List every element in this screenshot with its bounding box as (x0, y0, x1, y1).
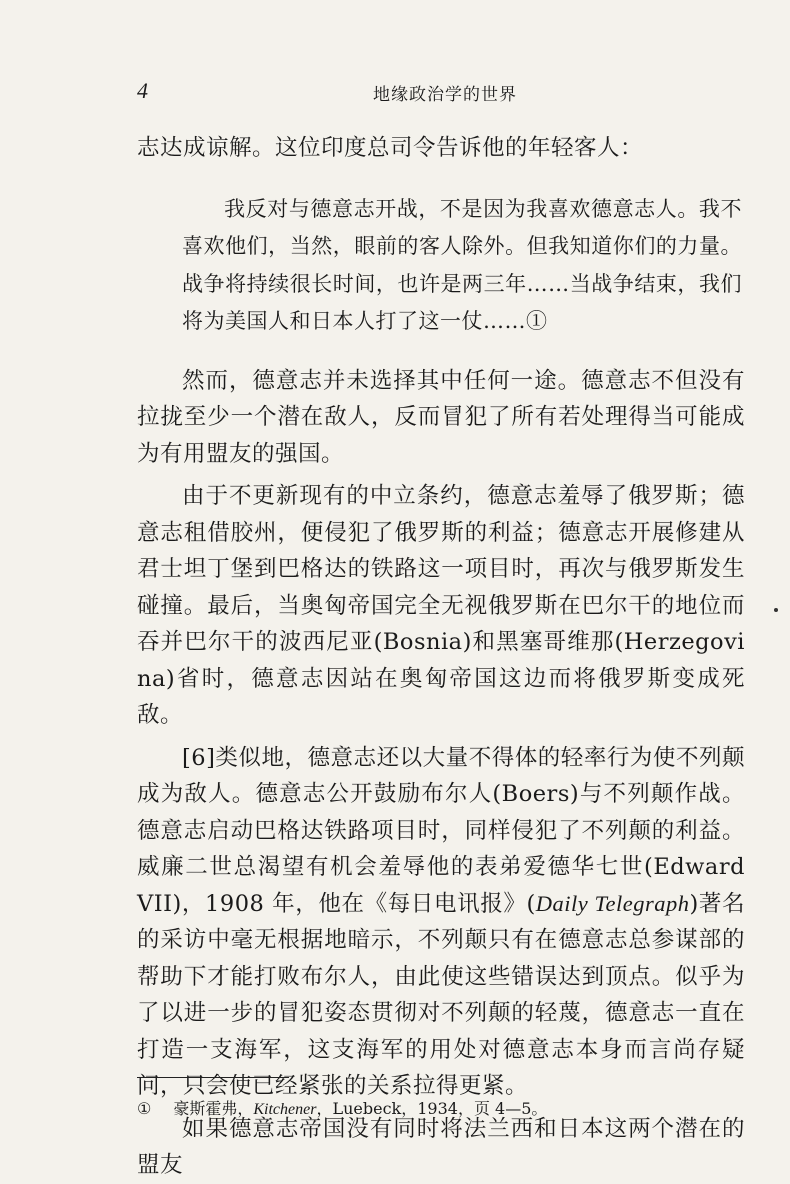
footnote-divider (137, 1077, 289, 1078)
paragraph-3: 由于不更新现有的中立条约，德意志羞辱了俄罗斯；德意志租借胶州，便侵犯了俄罗斯的利益；德意志开展修建从君士坦丁堡到巴格达的铁路这一项目时，再次与俄罗斯发生碰撞。最后，当奥匈帝国完全无视俄罗斯在巴尔干的地位而吞并巴尔干的波西尼亚(Bosnia)和黑塞哥维那(Herzegovina)省时，德意志因站在奥匈帝国这边而将俄罗斯变成死敌。 (137, 483, 745, 728)
block-quote-text: 我反对与德意志开战，不是因为我喜欢德意志人。我不喜欢他们，当然，眼前的客人除外。但我知道你们的力量。战争将持续很长时间，也许是两三年……当战争结束，我们将为美国人和日本人打了这一仗…… (182, 196, 742, 333)
paragraph-4 (137, 740, 745, 1105)
margin-mark (774, 608, 778, 612)
paragraph-4-italic: Daily Telegraph (535, 890, 690, 916)
paragraph-4-text-b: )著名的采访中毫无根据地暗示，不列颠只有在德意志总参谋部的帮助下才能打败布尔人，由此使这些错误达到顶点。似乎为了以进一步的冒犯姿态贯彻对不列颠的轻蔑，德意志一直在打造一支海军，这支海军的用处对德意志本身而言尚存疑问，只会使已经紧张的关系拉得更紧。 (137, 890, 746, 1099)
footnote-title: Kitchener (253, 1101, 317, 1118)
paragraph-1: 志达成谅解。这位印度总司令告诉他的年轻客人： (137, 135, 644, 161)
body-text (137, 130, 745, 1184)
footnote (137, 1097, 547, 1122)
paragraph-4-text-a: [6]类似地，德意志还以大量不得体的轻率行为使不列颠成为敌人。德意志公开鼓励布尔人(Boers)与不列颠作战。德意志启动巴格达铁路项目时，同样侵犯了不列颠的利益。威廉二世总渴望有机会羞辱他的表弟爱德华七世(Edward VII)，1908 年，他在《每日电讯报》( (137, 744, 745, 917)
page-number: 4 (137, 78, 148, 103)
paragraph-2: 然而，德意志并未选择其中任何一途。德意志不但没有拉拢至少一个潜在敌人，反而冒犯了所有若处理得当可能成为有用盟友的强国。 (137, 367, 745, 467)
block-quote (182, 191, 742, 341)
footnote-details: ，Luebeck，1934，页 4—5。 (316, 1099, 548, 1118)
page-header (0, 78, 790, 108)
quote-footnote-mark[interactable]: ① (526, 309, 548, 333)
paragraph-5: 如果德意志帝国没有同时将法兰西和日本这两个潜在的盟友 (137, 1115, 745, 1178)
footnote-author: 豪斯霍弗， (173, 1099, 254, 1118)
footnote-mark: ① (137, 1099, 152, 1118)
running-title: 地缘政治学的世界 (373, 85, 517, 105)
